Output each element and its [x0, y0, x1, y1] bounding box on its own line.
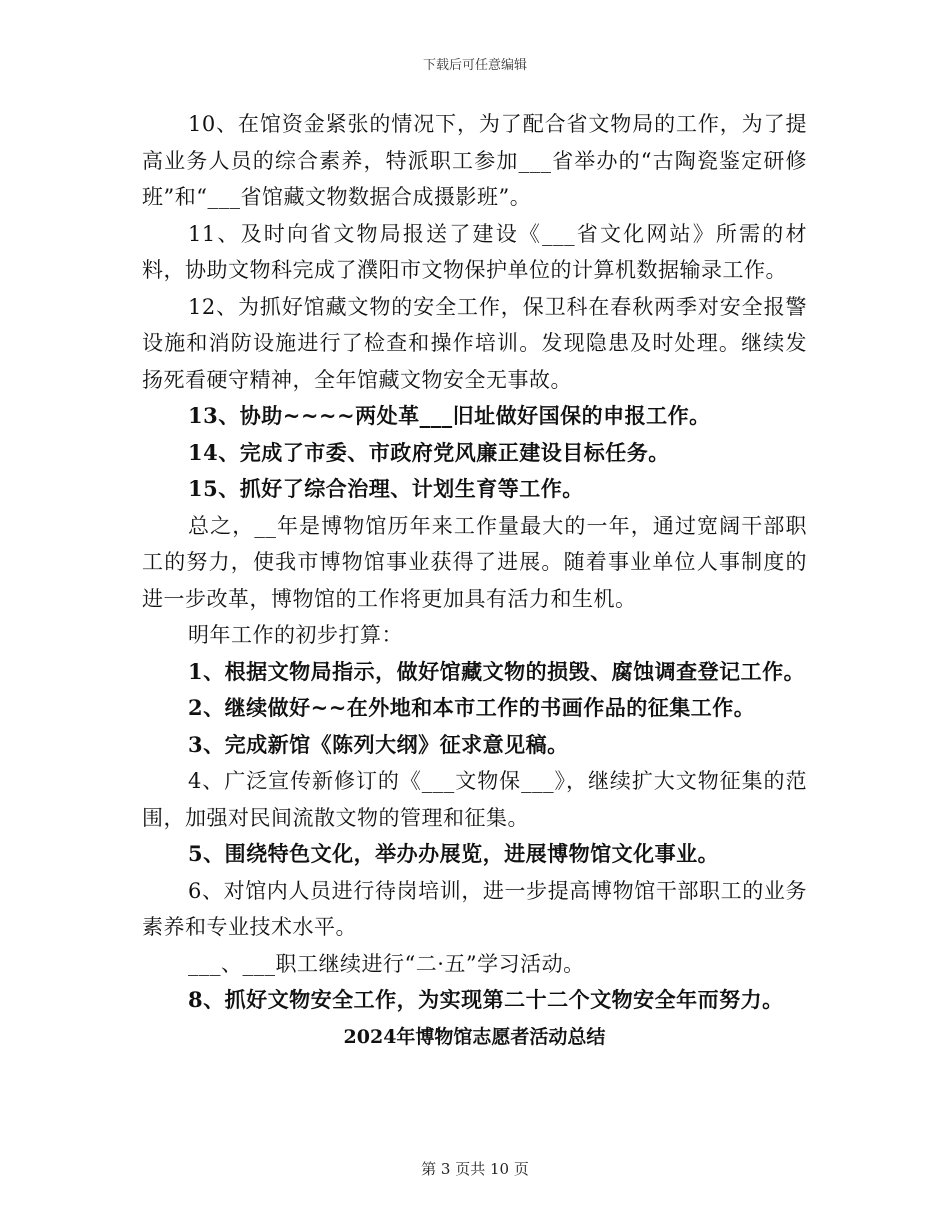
paragraph-12: 12、为抓好馆藏文物的安全工作，保卫科在春秋两季对安全报警设施和消防设施进行了检查和操作培训。发现隐患及时处理。继续发扬死看硬守精神，全年馆藏文物安全无事故。	[142, 294, 807, 392]
paragraph-14: 14、完成了市委、市政府党风廉正建设目标任务。	[188, 439, 670, 465]
paragraph-13: 13、协助~~~~两处革___旧址做好国保的申报工作。	[188, 403, 711, 428]
document-body	[142, 106, 807, 1055]
section-title: 2024年博物馆志愿者活动总结	[343, 1025, 606, 1048]
paragraph-plan-heading: 明年工作的初步打算：	[188, 623, 403, 647]
plan-item-2: 2、继续做好~~在外地和本市工作的书画作品的征集工作。	[188, 695, 756, 720]
plan-item-6: 6、对馆内人员进行待岗培训，进一步提高博物馆干部职工的业务素养和专业技术水平。	[142, 878, 807, 939]
page-header: 下载后可任意编辑	[422, 58, 527, 73]
plan-item-1: 1、根据文物局指示，做好馆藏文物的损毁、腐蚀调查登记工作。	[188, 658, 806, 684]
plan-item-5: 5、围绕特色文化，举办办展览，进展博物馆文化事业。	[188, 841, 720, 866]
plan-item-7: ___、___职工继续进行“二·五”学习活动。	[188, 951, 585, 976]
plan-item-4: 4、广泛宣传新修订的《___文物保___》，继续扩大文物征集的范围，加强对民间流散文物的管理和征集。	[142, 769, 807, 830]
paragraph-15: 15、抓好了综合治理、计划生育等工作。	[188, 476, 584, 501]
plan-item-8: 8、抓好文物安全工作，为实现第二十二个文物安全年而努力。	[188, 987, 784, 1012]
page-footer: 第 3 页共 10 页	[421, 1160, 529, 1178]
paragraph-11: 11、及时向省文物局报送了建设《___省文化网站》所需的材料，协助文物科完成了濮阳市文物保护单位的计算机数据输录工作。	[142, 221, 807, 282]
paragraph-summary: 总之，__年是博物馆历年来工作量最大的一年，通过宽阔干部职工的努力，使我市博物馆事业获得了进展。随着事业单位人事制度的进一步改革，博物馆的工作将更加具有活力和生机。	[142, 513, 807, 611]
plan-item-3: 3、完成新馆《陈列大纲》征求意见稿。	[188, 731, 569, 757]
paragraph-10: 10、在馆资金紧张的情况下，为了配合省文物局的工作，为了提高业务人员的综合素养，特派职工参加___省举办的“古陶瓷鉴定研修班”和“___省馆藏文物数据合成摄影班”。	[142, 112, 807, 209]
